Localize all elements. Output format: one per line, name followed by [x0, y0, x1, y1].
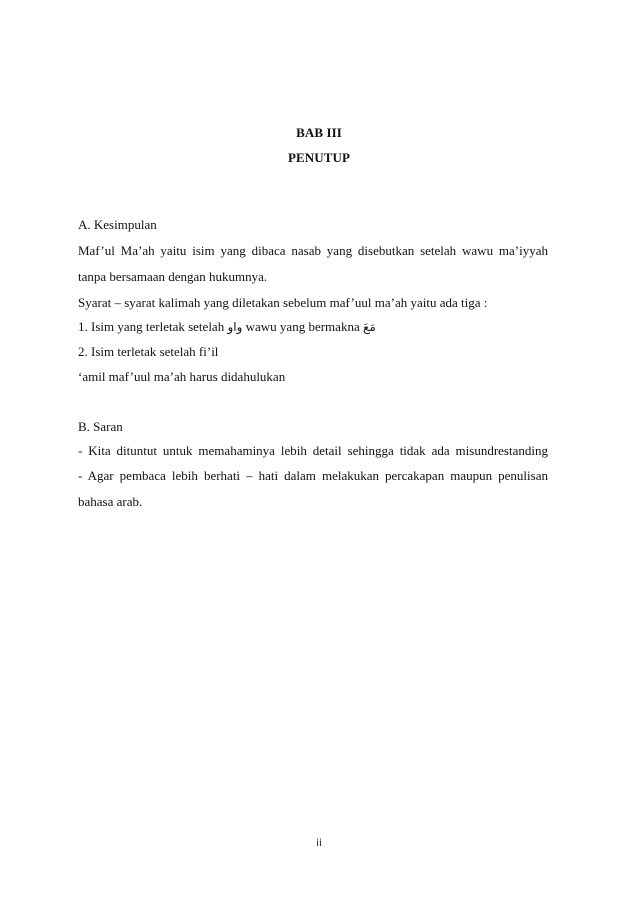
- suggestion-heading: B. Saran: [78, 419, 123, 434]
- suggestion-line-2: - Agar pembaca lebih berhati – hati dalam melakukan percakapan maupun penulisan: [78, 468, 548, 483]
- chapter-label: BAB III: [296, 125, 342, 140]
- conclusion-item-2: 2. Isim terletak setelah fi’il: [78, 344, 219, 359]
- conclusion-heading: A. Kesimpulan: [78, 217, 157, 232]
- item-1-arabic-a: واو: [227, 320, 243, 334]
- suggestion-line-1: - Kita dituntut untuk memahaminya lebih detail sehingga tidak ada misundrestanding: [78, 443, 548, 458]
- item-1-text-b: wawu yang bermakna: [245, 319, 360, 334]
- suggestion-line-3: bahasa arab.: [78, 494, 143, 509]
- conclusion-item-1: [78, 319, 376, 335]
- page-number: ii: [316, 838, 322, 849]
- chapter-title: PENUTUP: [287, 150, 351, 165]
- conclusion-line-2: tanpa bersamaan dengan hukumnya.: [78, 269, 268, 284]
- item-1-text-a: 1. Isim yang terletak setelah: [78, 319, 225, 334]
- conclusion-line-1: Maf’ul Ma’ah yaitu isim yang dibaca nasab yang disebutkan setelah wawu ma’iyyah: [78, 243, 548, 258]
- item-1-arabic-b: مَعَ: [362, 320, 376, 334]
- conclusion-line-3: Syarat – syarat kalimah yang diletakan sebelum maf’uul ma’ah yaitu ada tiga :: [78, 295, 488, 310]
- conclusion-item-3: ‘amil maf’uul ma’ah harus didahulukan: [78, 369, 286, 384]
